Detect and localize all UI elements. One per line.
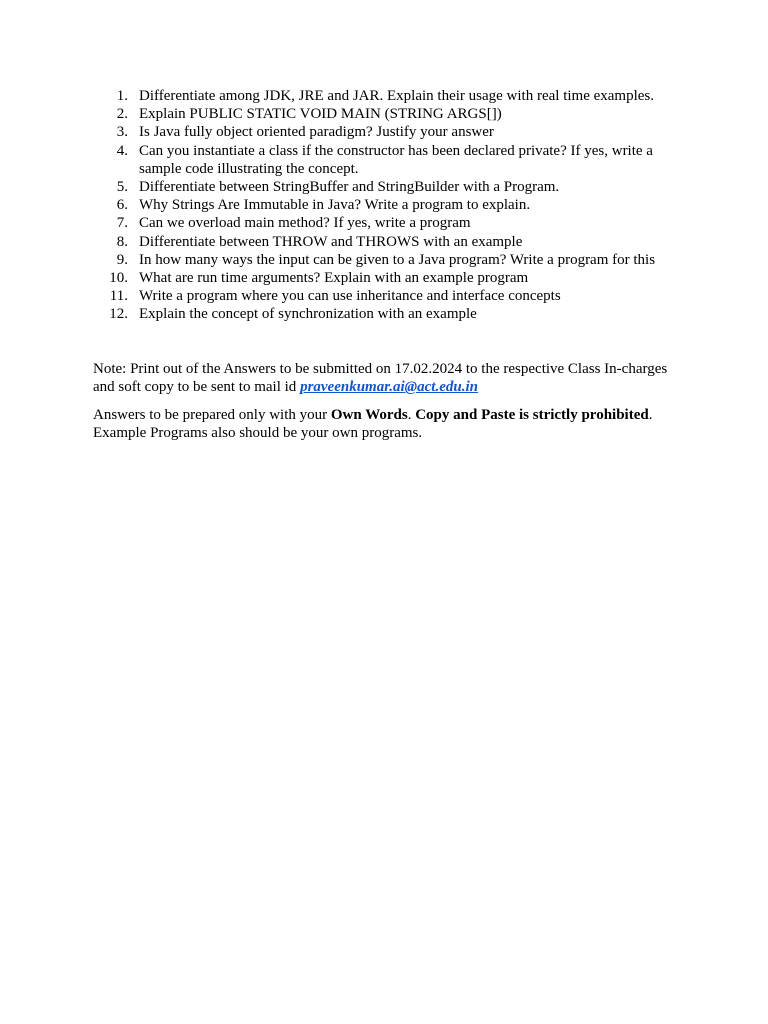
copy-paste-warning: Copy and Paste is strictly prohibited	[415, 407, 649, 423]
instructions-text-2: . Example Programs also should be your own programs.	[93, 407, 653, 442]
question-text: Differentiate between StringBuffer and StringBuilder with a Program.	[139, 179, 560, 196]
list-item	[0, 142, 768, 178]
instructions-text-1: Answers to be prepared only with your	[93, 407, 331, 423]
list-item	[0, 178, 768, 196]
question-text: Explain the concept of synchronization with an example	[139, 306, 477, 323]
list-item	[0, 287, 768, 305]
instructions-separator: .	[407, 407, 416, 423]
question-text: What are run time arguments? Explain with an example program	[139, 270, 529, 287]
question-number: 7.	[116, 215, 128, 232]
list-item	[0, 87, 768, 105]
question-number: 8.	[116, 233, 128, 250]
submission-note-text: Note: Print out of the Answers to be submitted on 17.02.2024 to the respective Class In-charges and soft copy to be sent to mail id	[93, 361, 668, 396]
question-number: 4.	[116, 142, 128, 159]
question-number: 3.	[116, 124, 128, 141]
question-text: Write a program where you can use inheritance and interface concepts	[139, 288, 561, 305]
question-text: Is Java fully object oriented paradigm? Justify your answer	[139, 124, 494, 141]
question-number: 9.	[116, 251, 128, 268]
question-text: Explain PUBLIC STATIC VOID MAIN (STRING ARGS[])	[139, 106, 502, 123]
question-text: Why Strings Are Immutable in Java? Write a program to explain.	[139, 197, 531, 214]
question-number: 2.	[116, 106, 128, 123]
question-number: 11.	[109, 288, 128, 305]
list-item	[0, 251, 768, 269]
instructions-paragraph	[93, 406, 683, 442]
question-text: Differentiate between THROW and THROWS with an example	[139, 233, 523, 250]
question-number: 1.	[116, 88, 128, 104]
question-list	[0, 87, 768, 324]
question-text: In how many ways the input can be given to a Java program? Write a program for this	[139, 251, 656, 268]
question-text: Differentiate among JDK, JRE and JAR. Explain their usage with real time examples.	[139, 88, 655, 104]
question-number: 12.	[109, 306, 128, 323]
list-item	[0, 269, 768, 287]
submission-note	[93, 360, 683, 396]
list-item	[0, 305, 768, 323]
list-item	[0, 233, 768, 251]
list-item	[0, 214, 768, 232]
own-words-emphasis: Own Words	[330, 407, 408, 423]
question-text: Can you instantiate a class if the constructor has been declared private? If yes, write a sample code illustrating the concept.	[139, 142, 653, 177]
question-number: 10.	[109, 270, 128, 287]
list-item	[0, 123, 768, 141]
email-link[interactable]: praveenkumar.ai@act.edu.in	[300, 379, 478, 396]
question-number: 5.	[116, 179, 128, 196]
list-item	[0, 196, 768, 214]
list-item	[0, 105, 768, 123]
question-text: Can we overload main method? If yes, write a program	[139, 215, 471, 232]
question-number: 6.	[116, 197, 128, 214]
